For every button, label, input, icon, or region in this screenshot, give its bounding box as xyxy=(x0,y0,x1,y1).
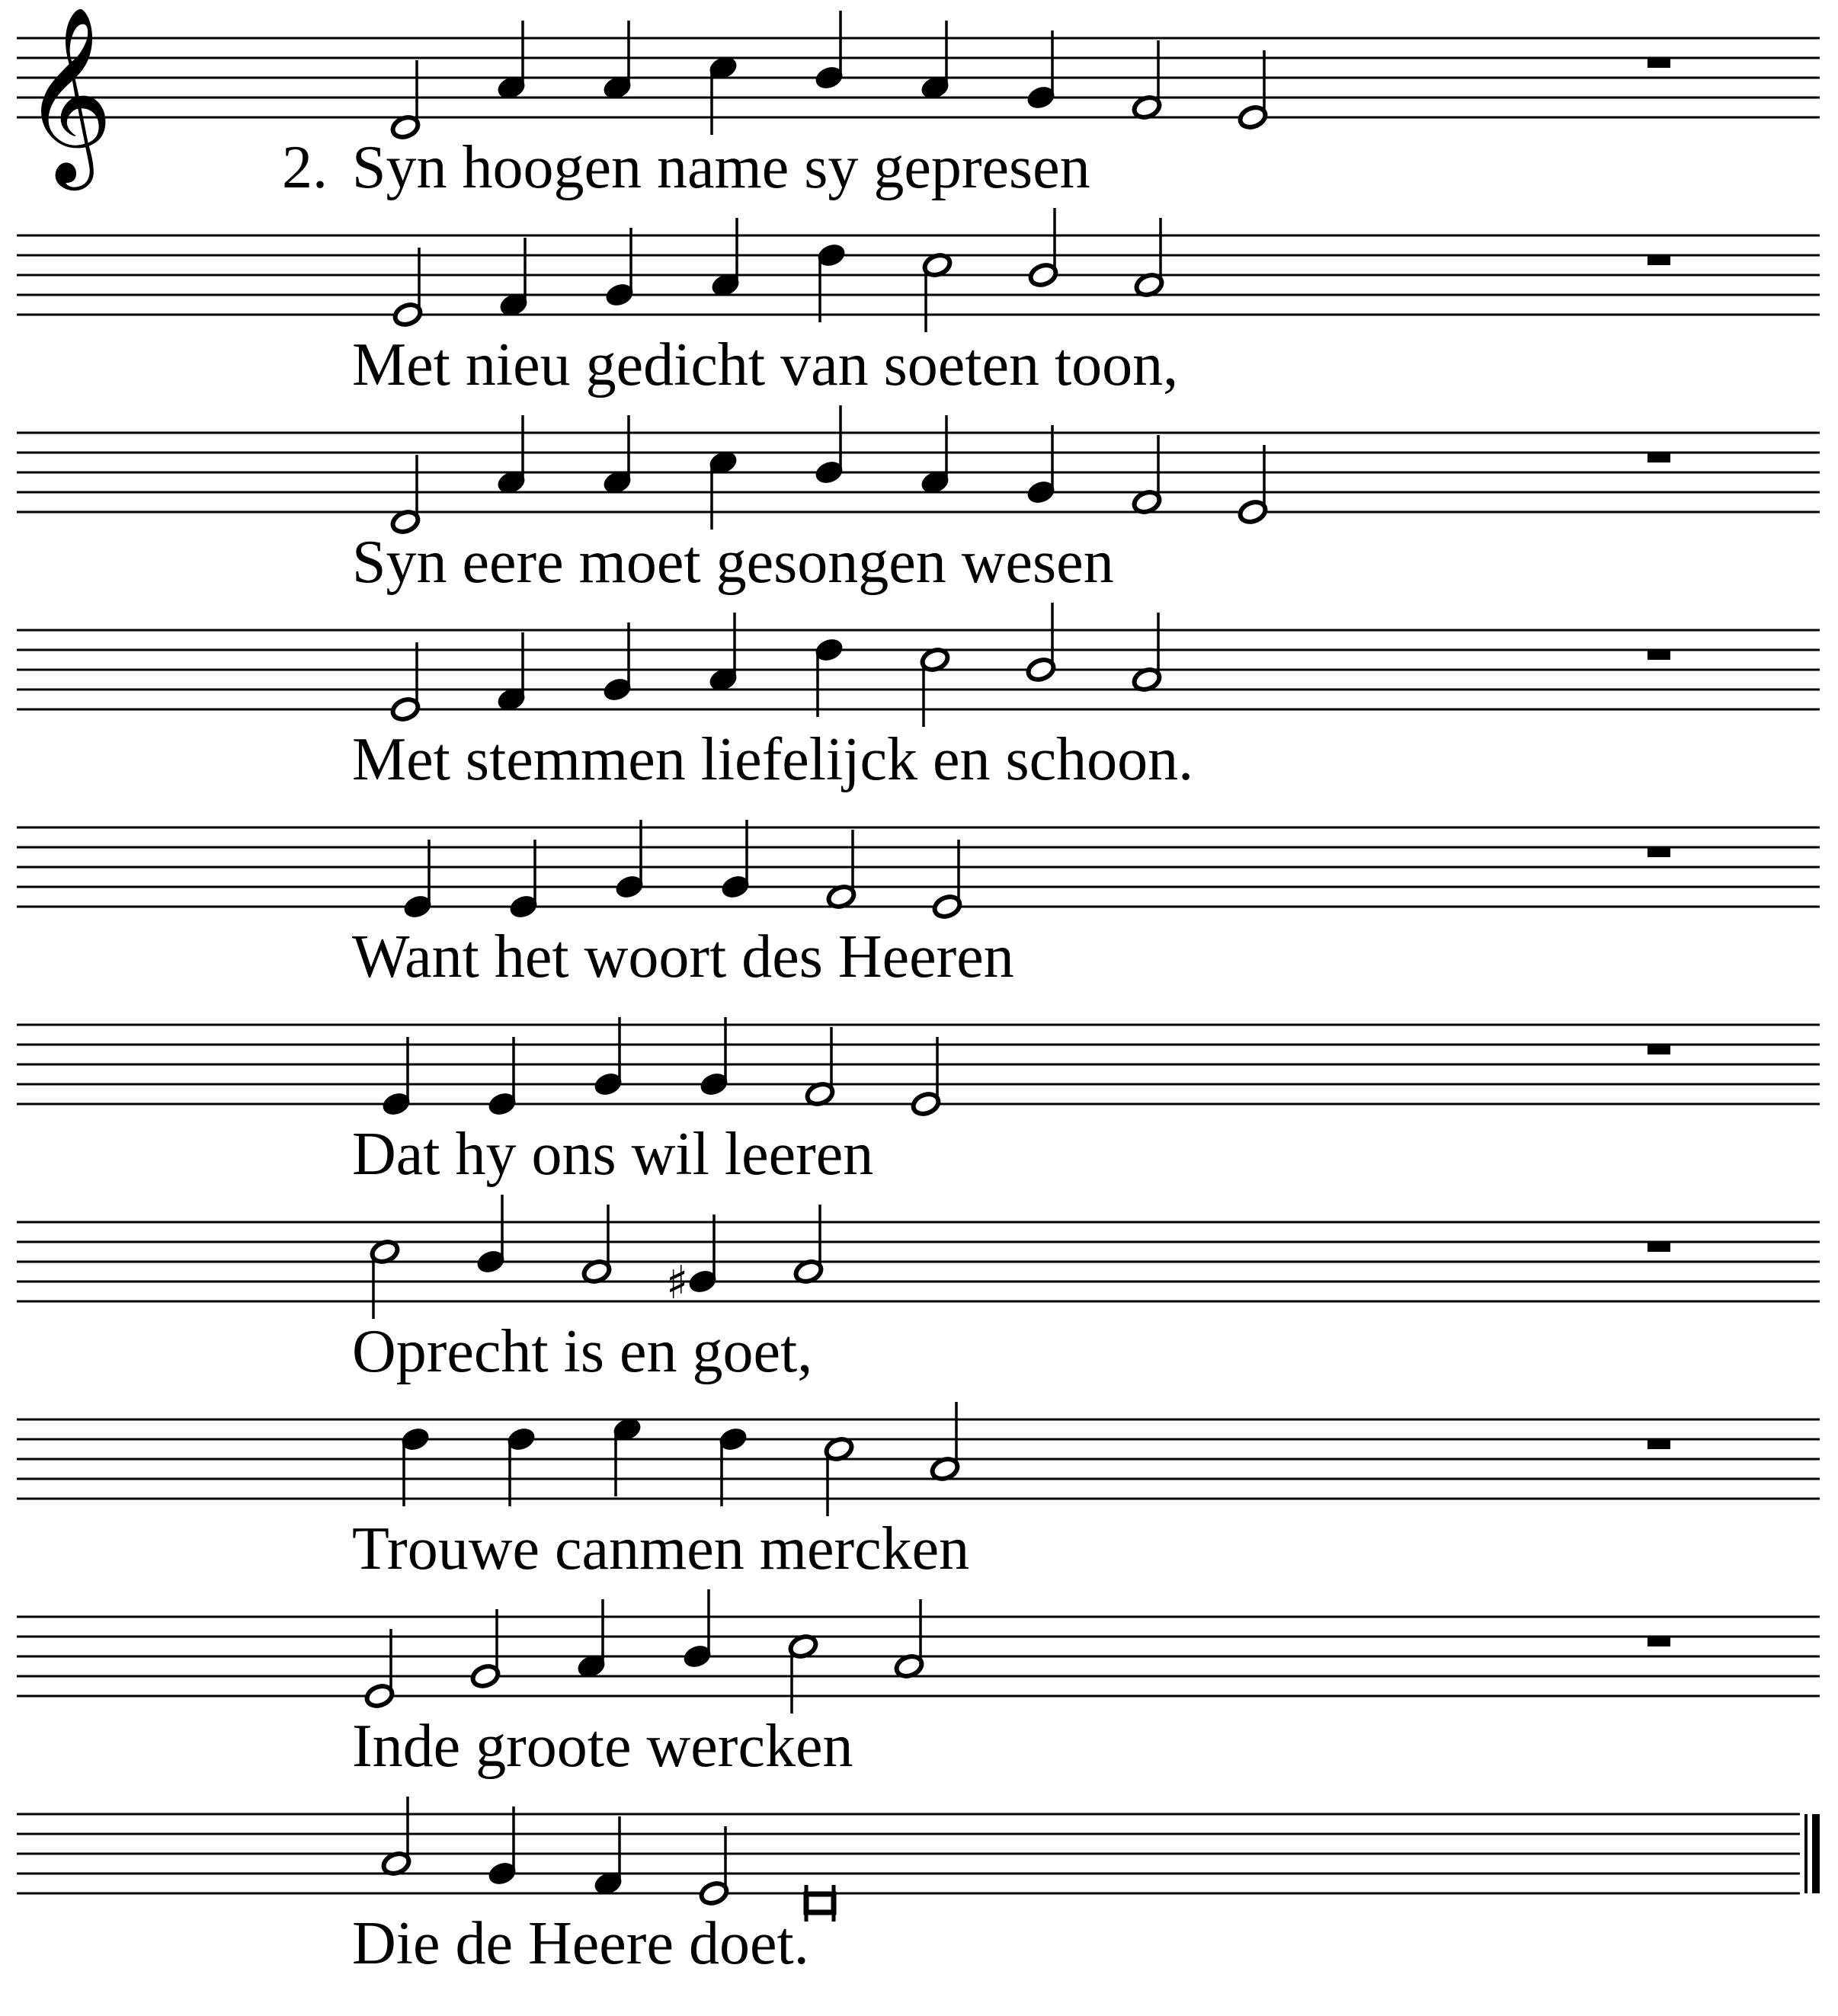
note xyxy=(814,637,845,717)
staff-system xyxy=(17,1797,1816,1977)
half-rest-icon xyxy=(1647,1045,1670,1054)
lyric-line: Die de Heere doet. xyxy=(352,1910,809,1977)
note xyxy=(699,1826,730,1906)
note xyxy=(612,1416,643,1496)
note xyxy=(1132,40,1163,120)
note xyxy=(496,21,527,101)
note xyxy=(381,1797,412,1877)
note xyxy=(1238,445,1269,525)
half-rest-icon xyxy=(1647,256,1670,265)
staff-system xyxy=(17,1589,1820,1780)
breve-head xyxy=(806,1894,834,1912)
note xyxy=(708,450,739,530)
note xyxy=(593,1816,624,1896)
note xyxy=(920,21,951,101)
lyric-line: Inde groote wercken xyxy=(352,1713,853,1780)
note xyxy=(508,840,540,920)
note xyxy=(708,613,739,693)
note xyxy=(816,242,847,322)
note xyxy=(496,632,527,712)
note xyxy=(400,1426,431,1506)
note xyxy=(1132,435,1163,515)
staff-system xyxy=(17,1402,1820,1582)
note xyxy=(593,1017,624,1097)
note xyxy=(390,455,421,535)
note xyxy=(708,55,739,135)
note xyxy=(930,1402,961,1482)
lyric-line: Syn eere moet gesongen wesen xyxy=(352,529,1114,596)
note xyxy=(805,1027,836,1107)
lyric-line: Met stemmen liefelijck en schoon. xyxy=(352,726,1194,793)
note xyxy=(602,21,633,101)
note xyxy=(710,218,741,298)
staff-system xyxy=(17,5,1820,201)
staff-system xyxy=(17,603,1820,793)
staff-system xyxy=(17,208,1820,398)
note xyxy=(496,415,527,495)
lyric-line: Oprecht is en goet, xyxy=(352,1318,813,1385)
half-rest-icon xyxy=(1647,453,1670,462)
sharp-icon: ♯ xyxy=(666,1256,689,1310)
lyric-line: Want het woort des Heeren xyxy=(352,923,1014,990)
note xyxy=(602,415,633,495)
staff-system xyxy=(17,1017,1820,1188)
note xyxy=(487,1806,518,1886)
note xyxy=(682,1589,713,1669)
half-rest-icon xyxy=(1647,848,1670,857)
half-rest-icon xyxy=(1647,1637,1670,1646)
note xyxy=(498,238,530,318)
note xyxy=(390,642,421,722)
note xyxy=(824,1436,855,1516)
note xyxy=(487,1037,518,1117)
note xyxy=(1026,603,1057,683)
note xyxy=(788,1634,819,1714)
note xyxy=(364,1629,395,1709)
half-rest-icon xyxy=(1647,1243,1670,1252)
note xyxy=(793,1205,825,1285)
note xyxy=(894,1599,925,1679)
note xyxy=(402,840,434,920)
staff-systems xyxy=(17,5,1820,1977)
note xyxy=(1134,218,1165,298)
note xyxy=(576,1599,607,1679)
staff-system xyxy=(17,820,1820,990)
note xyxy=(699,1017,730,1097)
note xyxy=(720,820,751,900)
note xyxy=(390,60,421,140)
lyric-line: Met nieu gedicht van soeten toon, xyxy=(352,331,1179,398)
note xyxy=(932,840,963,920)
treble-clef-icon: 𝄞 xyxy=(23,5,114,183)
note xyxy=(506,1426,537,1506)
note xyxy=(602,622,633,702)
note xyxy=(814,11,845,91)
note xyxy=(392,248,424,328)
note xyxy=(381,1037,412,1117)
note xyxy=(581,1205,613,1285)
note xyxy=(1132,613,1163,693)
staff-system xyxy=(17,1195,1820,1385)
note xyxy=(920,647,951,727)
note xyxy=(920,415,951,495)
lyric-line: Syn hoogen name sy gepresen xyxy=(352,134,1090,201)
verse-number: 2. xyxy=(282,134,328,201)
note xyxy=(718,1426,749,1506)
note xyxy=(806,1885,834,1922)
note xyxy=(604,228,636,308)
note xyxy=(911,1037,942,1117)
staff-system xyxy=(17,405,1820,596)
note xyxy=(1026,425,1057,505)
lyric-line: Dat hy ons wil leeren xyxy=(352,1121,874,1188)
note xyxy=(476,1195,507,1275)
half-rest-icon xyxy=(1647,651,1670,660)
half-rest-icon xyxy=(1647,59,1670,68)
note xyxy=(470,1609,501,1689)
note xyxy=(922,252,953,332)
note xyxy=(814,405,845,485)
lyric-line: Trouwe canmen mercken xyxy=(352,1515,970,1582)
note xyxy=(1026,30,1057,110)
half-rest-icon xyxy=(1647,1440,1670,1449)
note xyxy=(370,1239,401,1319)
note xyxy=(614,820,645,900)
note xyxy=(1238,50,1269,130)
note xyxy=(826,830,857,910)
note xyxy=(1028,208,1059,288)
